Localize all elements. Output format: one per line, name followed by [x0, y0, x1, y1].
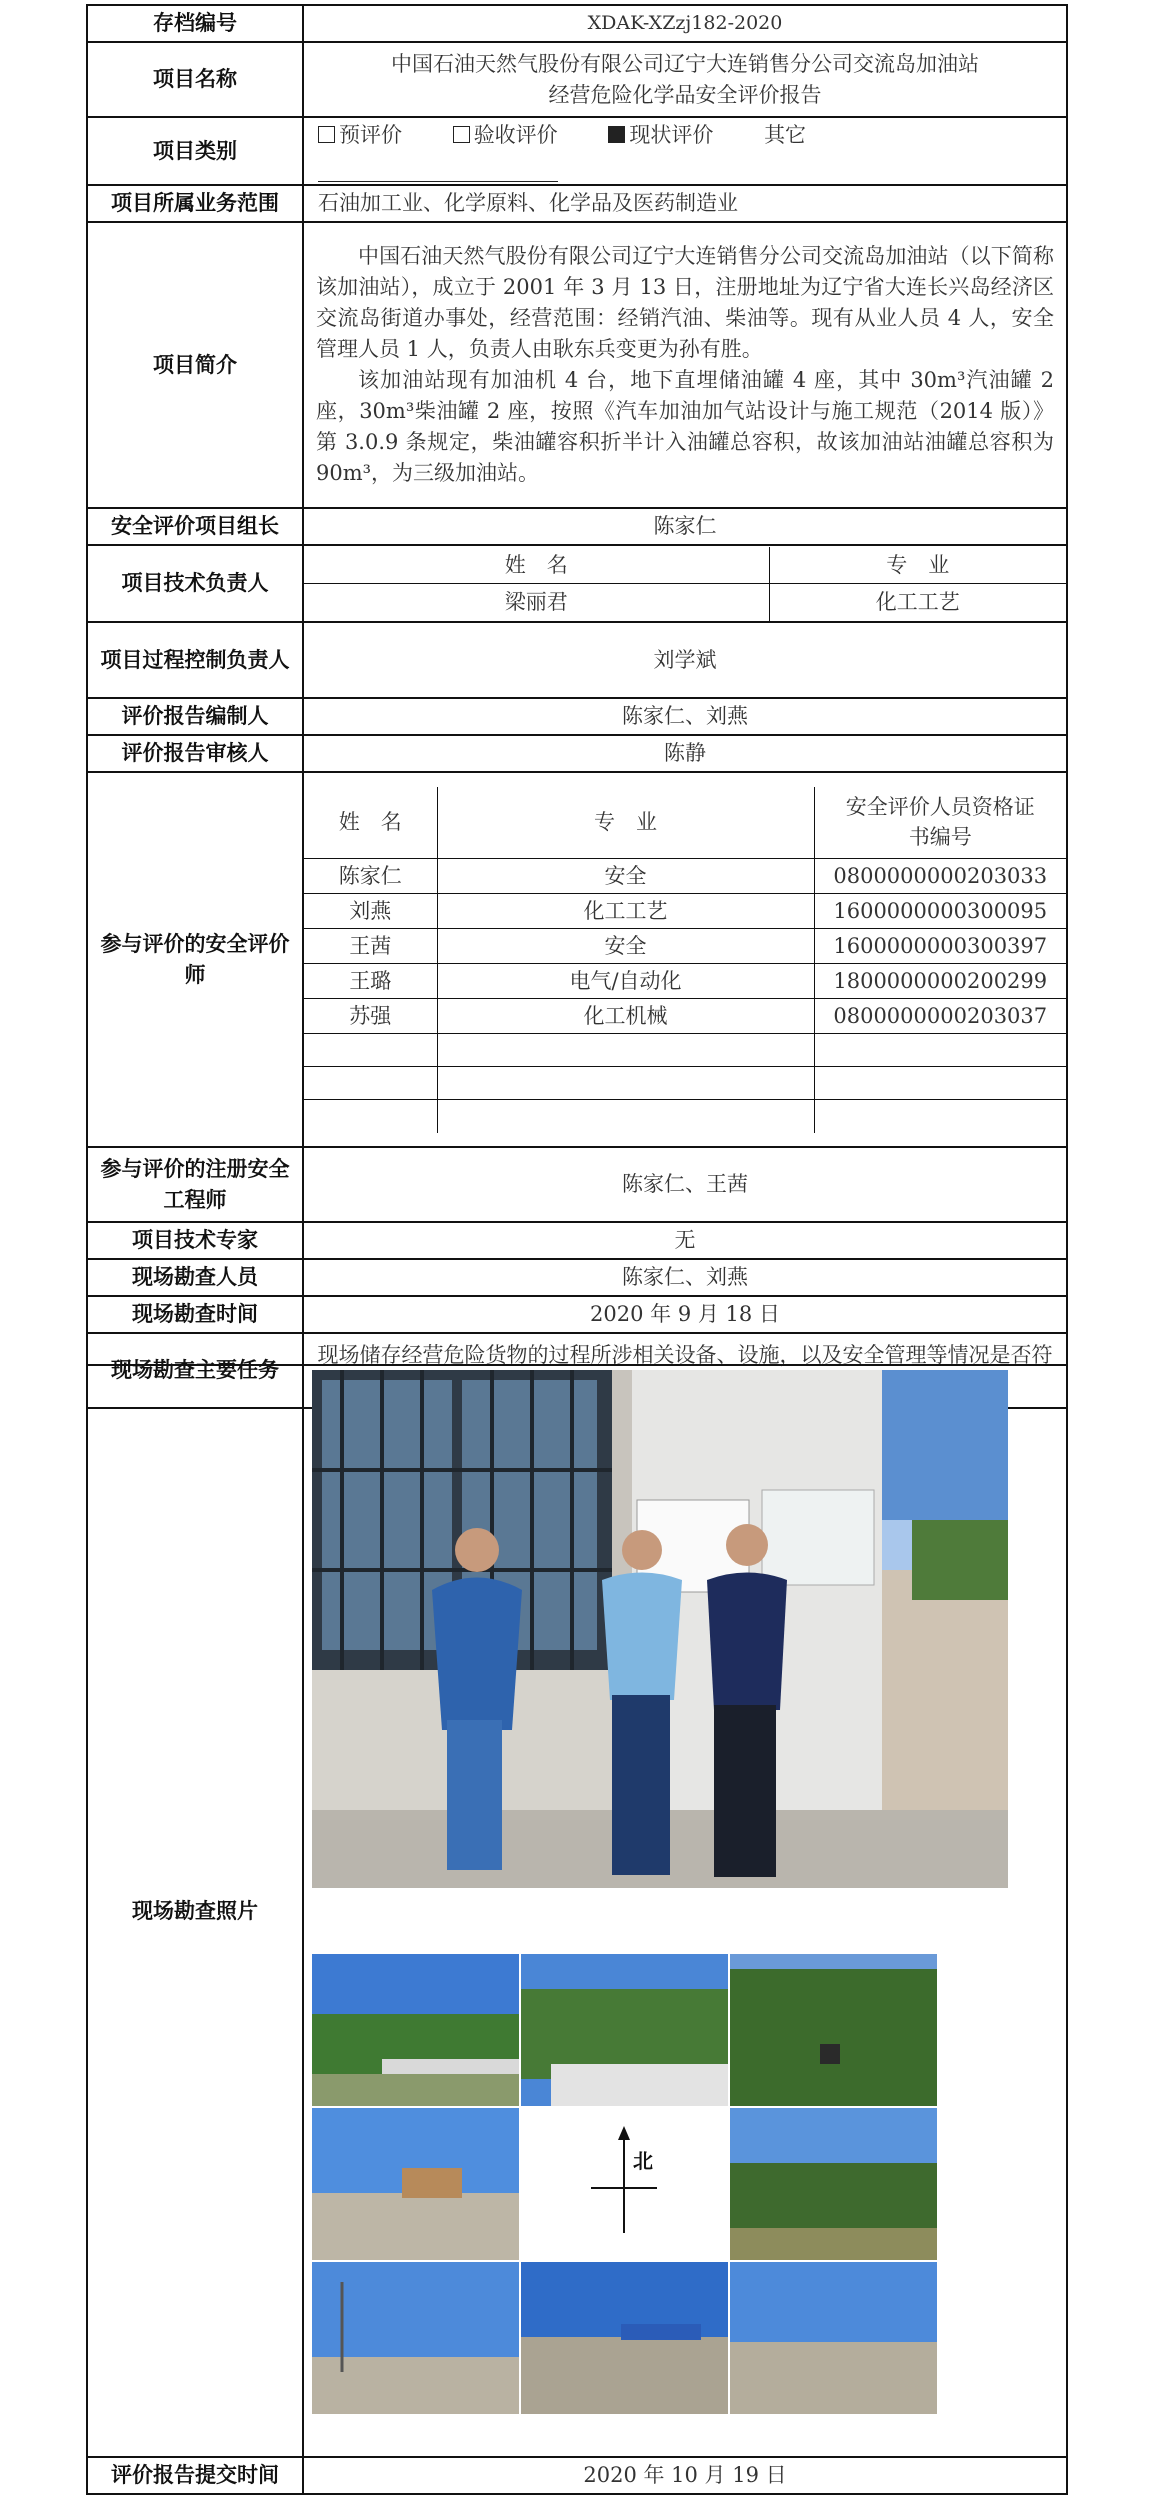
- option-pre-eval[interactable]: 预评价: [318, 123, 402, 147]
- site-time-value: 2020 年 9 月 18 日: [303, 1296, 1067, 1333]
- compiler-label: 评价报告编制人: [87, 698, 303, 735]
- evaluator-major: 安全: [437, 929, 814, 964]
- tech-expert-value: 无: [303, 1222, 1067, 1259]
- evaluators-cert-header: 安全评价人员资格证书编号: [814, 787, 1066, 859]
- evaluator-name: [304, 1100, 437, 1133]
- evaluator-major: 电气/自动化: [437, 964, 814, 999]
- checkbox-pre-eval[interactable]: [318, 126, 335, 143]
- evaluators-major-header: 专 业: [437, 787, 814, 859]
- tech-lead-label: 项目技术负责人: [87, 545, 303, 622]
- submit-time-value: 2020 年 10 月 19 日: [303, 2457, 1067, 2494]
- evaluator-row: [304, 859, 1066, 894]
- site-photo-3: [730, 1954, 937, 2106]
- evaluator-row: [304, 1100, 1066, 1133]
- reviewer-label: 评价报告审核人: [87, 735, 303, 772]
- evaluator-row: [304, 1067, 1066, 1100]
- reg-engineers-label: 参与评价的注册安全工程师: [87, 1147, 303, 1222]
- tech-lead-subtable: [304, 547, 1066, 621]
- site-group-photo: [312, 1370, 1008, 1888]
- evaluator-cert: [814, 1034, 1066, 1067]
- submit-time-label: 评价报告提交时间: [87, 2457, 303, 2494]
- project-type-options: [303, 117, 1067, 185]
- evaluator-row: [304, 929, 1066, 964]
- site-photo-6: [730, 2108, 937, 2260]
- evaluators-subtable: [304, 787, 1066, 1133]
- process-control-label: 项目过程控制负责人: [87, 622, 303, 698]
- evaluator-name: 陈家仁: [304, 859, 437, 894]
- project-name-line2: 经营危险化学品安全评价报告: [548, 82, 822, 107]
- reviewer-value: 陈静: [303, 735, 1067, 772]
- archive-label: 存档编号: [87, 5, 303, 42]
- evaluator-row: [304, 999, 1066, 1034]
- project-name-label: 项目名称: [87, 42, 303, 117]
- evaluator-row: [304, 1034, 1066, 1067]
- evaluator-name: 王璐: [304, 964, 437, 999]
- photos-label: 现场勘查照片: [87, 1365, 303, 2457]
- evaluator-major: [437, 1034, 814, 1067]
- evaluator-major: 化工工艺: [437, 894, 814, 929]
- evaluator-row: [304, 964, 1066, 999]
- tech-lead-name-header: 姓 名: [304, 547, 769, 584]
- info-table: [86, 4, 1068, 1409]
- evaluators-rows: [304, 859, 1066, 1133]
- evaluators-label: 参与评价的安全评价师: [87, 772, 303, 1147]
- tech-lead-cell: [303, 545, 1067, 622]
- evaluator-row: [304, 894, 1066, 929]
- business-scope-value: 石油加工业、化学原料、化学品及医药制造业: [303, 185, 1067, 222]
- project-type-label: 项目类别: [87, 117, 303, 185]
- evaluator-cert: 1600000000300095: [814, 894, 1066, 929]
- site-photo-8: [521, 2262, 728, 2414]
- site-staff-value: 陈家仁、刘燕: [303, 1259, 1067, 1296]
- archive-value: XDAK-XZzj182-2020: [303, 5, 1067, 42]
- evaluator-name: 王茜: [304, 929, 437, 964]
- other-blank-line: [318, 159, 558, 182]
- evaluator-cert: 1800000000200299: [814, 964, 1066, 999]
- option-acceptance-eval[interactable]: 验收评价: [453, 123, 558, 147]
- site-task-label: 现场勘查主要任务: [87, 1333, 303, 1408]
- evaluator-cert: 0800000000203033: [814, 859, 1066, 894]
- site-time-label: 现场勘查时间: [87, 1296, 303, 1333]
- process-control-value: 刘学斌: [303, 622, 1067, 698]
- summary-paragraph-2: 该加油站现有加油机 4 台，地下直埋储油罐 4 座，其中 30m³汽油罐 2 座，30m³柴油罐 2 座，按照《汽车加油加气站设计与施工规范（2014 版）》第 3.0.9 条规定，柴油罐容积折半计入油罐总容积，故该加油站油罐总容积为 90m³，为三级加油站。: [316, 368, 1054, 485]
- evaluator-major: 安全: [437, 859, 814, 894]
- site-staff-label: 现场勘查人员: [87, 1259, 303, 1296]
- evaluators-name-header: 姓 名: [304, 787, 437, 859]
- business-scope-label: 项目所属业务范围: [87, 185, 303, 222]
- site-photo-4: [312, 2108, 519, 2260]
- site-photo-9: [730, 2262, 937, 2414]
- evaluator-name: 苏强: [304, 999, 437, 1034]
- checkbox-current-eval[interactable]: [608, 126, 625, 143]
- reg-engineers-value: 陈家仁、王茜: [303, 1147, 1067, 1222]
- option-other: 其它: [318, 123, 806, 178]
- evaluator-name: 刘燕: [304, 894, 437, 929]
- evaluator-cert: 1600000000300397: [814, 929, 1066, 964]
- group-leader-label: 安全评价项目组长: [87, 508, 303, 545]
- evaluator-major: 化工机械: [437, 999, 814, 1034]
- group-leader-value: 陈家仁: [303, 508, 1067, 545]
- tech-lead-major: 化工工艺: [769, 584, 1066, 621]
- compiler-value: 陈家仁、刘燕: [303, 698, 1067, 735]
- north-label: 北: [633, 2149, 653, 2173]
- photo-table: [86, 1364, 1068, 2495]
- site-task-value: 现场储存经营危险货物的过程所涉相关设备、设施，以及安全管理等情况是否符: [303, 1333, 1067, 1408]
- north-arrow-panel: [521, 2108, 728, 2260]
- evaluator-name: [304, 1034, 437, 1067]
- checkbox-acceptance-eval[interactable]: [453, 126, 470, 143]
- evaluator-name: [304, 1067, 437, 1100]
- project-name-value: [303, 42, 1067, 117]
- summary-label: 项目简介: [87, 222, 303, 508]
- option-current-eval[interactable]: 现状评价: [608, 123, 713, 147]
- tech-expert-label: 项目技术专家: [87, 1222, 303, 1259]
- evaluator-cert: [814, 1100, 1066, 1133]
- project-name-line1: 中国石油天然气股份有限公司辽宁大连销售分公司交流岛加油站: [391, 51, 979, 76]
- site-photo-7: [312, 2262, 519, 2414]
- summary-paragraph-1: 中国石油天然气股份有限公司辽宁大连销售分公司交流岛加油站（以下简称该加油站），成立于 2001 年 3 月 13 日，注册地址为辽宁省大连长兴岛经济区交流岛街道办事处，经营范围：经销汽油、柴油等。现有从业人员 4 人，安全管理人员 1 人，负责人由耿东兵变更为孙有胜。: [316, 244, 1054, 361]
- summary-text: [303, 222, 1067, 508]
- tech-lead-name: 梁丽君: [304, 584, 769, 621]
- evaluator-major: [437, 1067, 814, 1100]
- evaluator-cert: 0800000000203037: [814, 999, 1066, 1034]
- photos-cell: [303, 1365, 1067, 2457]
- tech-lead-major-header: 专 业: [769, 547, 1066, 584]
- site-photo-1: [312, 1954, 519, 2106]
- evaluators-cell: [303, 772, 1067, 1147]
- site-photo-2: [521, 1954, 728, 2106]
- evaluator-cert: [814, 1067, 1066, 1100]
- evaluator-major: [437, 1100, 814, 1133]
